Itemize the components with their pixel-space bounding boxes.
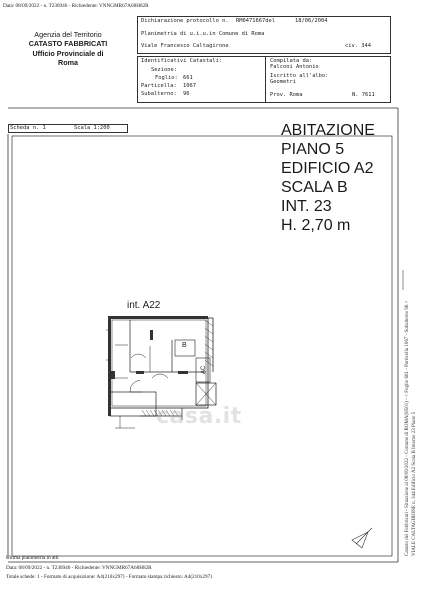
scheda-number: Scheda n. 1 <box>10 125 46 131</box>
side-text-line1: Catasto dei Fabbricati - Situazione al 08/09/2022 - Comune di ROMA(H501) - < Foglio 661 - Particella 1067 - Subalterno 96 > <box>405 300 410 556</box>
title-block <box>281 121 375 235</box>
prov-value: Prov. Roma <box>270 92 303 98</box>
particella-label: Particella: <box>141 83 177 89</box>
agency-name: Agenzia del Territorio <box>34 30 102 39</box>
compiled-label: Compilata da: <box>270 58 313 64</box>
footer-request-line: Data: 08/09/2022 - n. T236946 - Richiedente: VNNGMR67A68H82R <box>6 565 152 571</box>
albo-number: N. 7611 <box>352 92 375 98</box>
subalterno-label: Subalterno: <box>141 91 177 97</box>
address: Viale Francesco Caltagirone <box>141 43 229 49</box>
sezione-label: Sezione: <box>151 67 177 73</box>
subalterno-value: 96 <box>183 91 190 97</box>
declaration-label: Dichiarazione protocollo n. <box>141 18 229 24</box>
albo-value: Geometri <box>270 79 296 85</box>
iscritto-label: Iscritto all'albo: <box>270 73 329 79</box>
footer-format-line: Totale schede: 1 - Formato di acquisizione: A4(210x297) - Formato stampa richiesto: A4(210x297) <box>6 574 212 580</box>
foglio-value: 661 <box>183 75 193 81</box>
title-line-interior: INT. 23 <box>281 198 332 215</box>
header-request-line: Data: 08/09/2022 - n. T236946 - Richiedente: VNNGMR67A68H82R <box>3 3 149 9</box>
ac-label: AC <box>201 365 207 374</box>
title-line-staircase: SCALA B <box>281 179 348 196</box>
side-text-line2: VIALE CALTAGIRONE n. 344 Edificio A2 Scala B Interno 23 Piano 5 <box>412 411 417 556</box>
bath-label: B <box>182 342 187 349</box>
title-line-building: EDIFICIO A2 <box>281 160 374 177</box>
civic-number: civ. 344 <box>345 43 371 49</box>
foglio-label: Foglio: <box>155 75 178 81</box>
ufficio-label: Ufficio Provinciale di <box>32 48 104 58</box>
catasto-title: CATASTO FABBRICATI <box>28 39 108 49</box>
unit-label: int. A22 <box>127 300 161 311</box>
declaration-date: 18/06/2004 <box>295 18 328 24</box>
ufficio-city: Roma <box>58 58 78 68</box>
declaration-number: RM0471667del <box>236 18 275 24</box>
scale: Scala 1:200 <box>74 125 110 131</box>
particella-value: 1067 <box>183 83 196 89</box>
identifiers-title: Identificativi Catastali: <box>141 58 223 64</box>
watermark-logo: casa.it <box>156 404 242 429</box>
title-line-use: ABITAZIONE <box>281 122 375 139</box>
title-line-floor: PIANO 5 <box>281 141 345 158</box>
compiled-name: Falconi Antonio <box>270 64 319 70</box>
last-plan-note: Ultima planimetria in atti <box>6 555 59 561</box>
title-line-height: H. 2,70 m <box>281 217 351 234</box>
planimetria-label: Planimetria di u.i.u.in Comune di Roma <box>141 31 265 37</box>
